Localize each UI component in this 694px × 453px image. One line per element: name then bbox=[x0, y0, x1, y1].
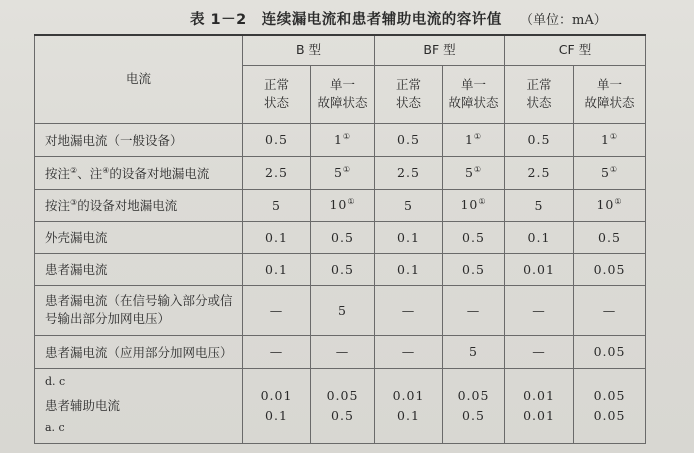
value-cell: 0.5 bbox=[505, 123, 574, 156]
row-label: 按注②、注④的设备对地漏电流 bbox=[35, 156, 243, 189]
bf-fault-header: 单一 故障状态 bbox=[443, 65, 505, 123]
value-cell: 0.05 bbox=[574, 253, 646, 285]
value-cell: 0.5 bbox=[243, 123, 311, 156]
bf-normal-header: 正常 状态 bbox=[375, 65, 443, 123]
value-cell: 5① bbox=[311, 156, 375, 189]
table-row bbox=[35, 368, 646, 443]
value-cell: 10① bbox=[443, 189, 505, 221]
row-label: 患者漏电流（应用部分加网电压） bbox=[35, 335, 243, 368]
title-row bbox=[0, 6, 694, 28]
table-row bbox=[35, 156, 646, 189]
value-cell: — bbox=[574, 285, 646, 335]
table-row bbox=[35, 253, 646, 285]
value-cell: 1① bbox=[311, 123, 375, 156]
table-row bbox=[35, 123, 646, 156]
value-cell: — bbox=[375, 335, 443, 368]
table-row bbox=[35, 335, 646, 368]
type-b-header: B 型 bbox=[243, 35, 375, 65]
value-cell: 5 bbox=[311, 285, 375, 335]
value-cell: — bbox=[375, 285, 443, 335]
value-cell: 0.05 0.5 bbox=[443, 368, 505, 443]
leakage-current-table bbox=[34, 34, 646, 444]
value-cell: — bbox=[505, 285, 574, 335]
value-cell: 10① bbox=[311, 189, 375, 221]
table-row bbox=[35, 221, 646, 253]
value-cell: 1① bbox=[574, 123, 646, 156]
footnote-marker: ① bbox=[609, 131, 619, 141]
footnote-marker: ① bbox=[347, 197, 356, 207]
table-title: 表 1－2 连续漏电流和患者辅助电流的容许值 bbox=[190, 12, 502, 28]
value-cell: — bbox=[243, 335, 311, 368]
footnote-marker: ① bbox=[614, 197, 623, 207]
row-label: 外壳漏电流 bbox=[35, 221, 243, 253]
value-cell: 5 bbox=[443, 335, 505, 368]
header-row-groups bbox=[35, 35, 646, 65]
footnote-marker: ① bbox=[342, 164, 352, 174]
value-cell: — bbox=[505, 335, 574, 368]
footnote-marker: ① bbox=[609, 164, 619, 174]
footnote-marker: ① bbox=[342, 131, 352, 141]
value-cell: 0.01 0.01 bbox=[505, 368, 574, 443]
current-header: 电流 bbox=[35, 35, 243, 123]
value-cell: 0.5 bbox=[443, 221, 505, 253]
cf-fault-header: 单一 故障状态 bbox=[574, 65, 646, 123]
value-cell: 2.5 bbox=[243, 156, 311, 189]
value-cell: 0.05 0.05 bbox=[574, 368, 646, 443]
value-cell: 0.01 bbox=[505, 253, 574, 285]
type-cf-header: CF 型 bbox=[505, 35, 646, 65]
footnote-marker: ① bbox=[473, 131, 483, 141]
row-label bbox=[35, 368, 243, 443]
row-label: 按注③的设备对地漏电流 bbox=[35, 189, 243, 221]
value-cell: 0.1 bbox=[375, 221, 443, 253]
value-cell: 0.1 bbox=[243, 253, 311, 285]
type-bf-header: BF 型 bbox=[375, 35, 505, 65]
value-cell: 5 bbox=[243, 189, 311, 221]
value-cell: 0.05 0.5 bbox=[311, 368, 375, 443]
value-cell: 2.5 bbox=[505, 156, 574, 189]
value-cell: — bbox=[243, 285, 311, 335]
b-fault-header: 单一 故障状态 bbox=[311, 65, 375, 123]
value-cell: 0.1 bbox=[505, 221, 574, 253]
footnote-marker: ① bbox=[473, 164, 483, 174]
value-cell: 1① bbox=[443, 123, 505, 156]
value-cell: 0.01 0.1 bbox=[375, 368, 443, 443]
value-cell: 0.1 bbox=[243, 221, 311, 253]
footnote-marker: ① bbox=[478, 197, 487, 207]
value-cell: 5 bbox=[375, 189, 443, 221]
value-cell: — bbox=[311, 335, 375, 368]
row-label: 患者漏电流 bbox=[35, 253, 243, 285]
dc-label: d. c bbox=[45, 374, 66, 388]
value-cell: 0.1 bbox=[375, 253, 443, 285]
value-cell: 0.5 bbox=[443, 253, 505, 285]
row-label: 患者漏电流（在信号输入部分或信 号输出部分加网电压） bbox=[35, 285, 243, 335]
value-cell: 2.5 bbox=[375, 156, 443, 189]
value-cell: 0.5 bbox=[375, 123, 443, 156]
value-cell: 5① bbox=[443, 156, 505, 189]
ac-label: a. c bbox=[45, 420, 65, 434]
table-row bbox=[35, 189, 646, 221]
value-cell: 0.5 bbox=[574, 221, 646, 253]
value-cell: 0.5 bbox=[311, 221, 375, 253]
value-cell: 10① bbox=[574, 189, 646, 221]
unit-label: （单位：mA） bbox=[520, 13, 607, 28]
cf-normal-header: 正常 状态 bbox=[505, 65, 574, 123]
value-cell: — bbox=[443, 285, 505, 335]
value-cell: 0.01 0.1 bbox=[243, 368, 311, 443]
value-cell: 5 bbox=[505, 189, 574, 221]
row-label: 对地漏电流（一般设备） bbox=[35, 123, 243, 156]
table-row bbox=[35, 285, 646, 335]
aux-current-label: 患者辅助电流 bbox=[45, 397, 121, 413]
value-cell: 0.5 bbox=[311, 253, 375, 285]
b-normal-header: 正常 状态 bbox=[243, 65, 311, 123]
value-cell: 5① bbox=[574, 156, 646, 189]
value-cell: 0.05 bbox=[574, 335, 646, 368]
